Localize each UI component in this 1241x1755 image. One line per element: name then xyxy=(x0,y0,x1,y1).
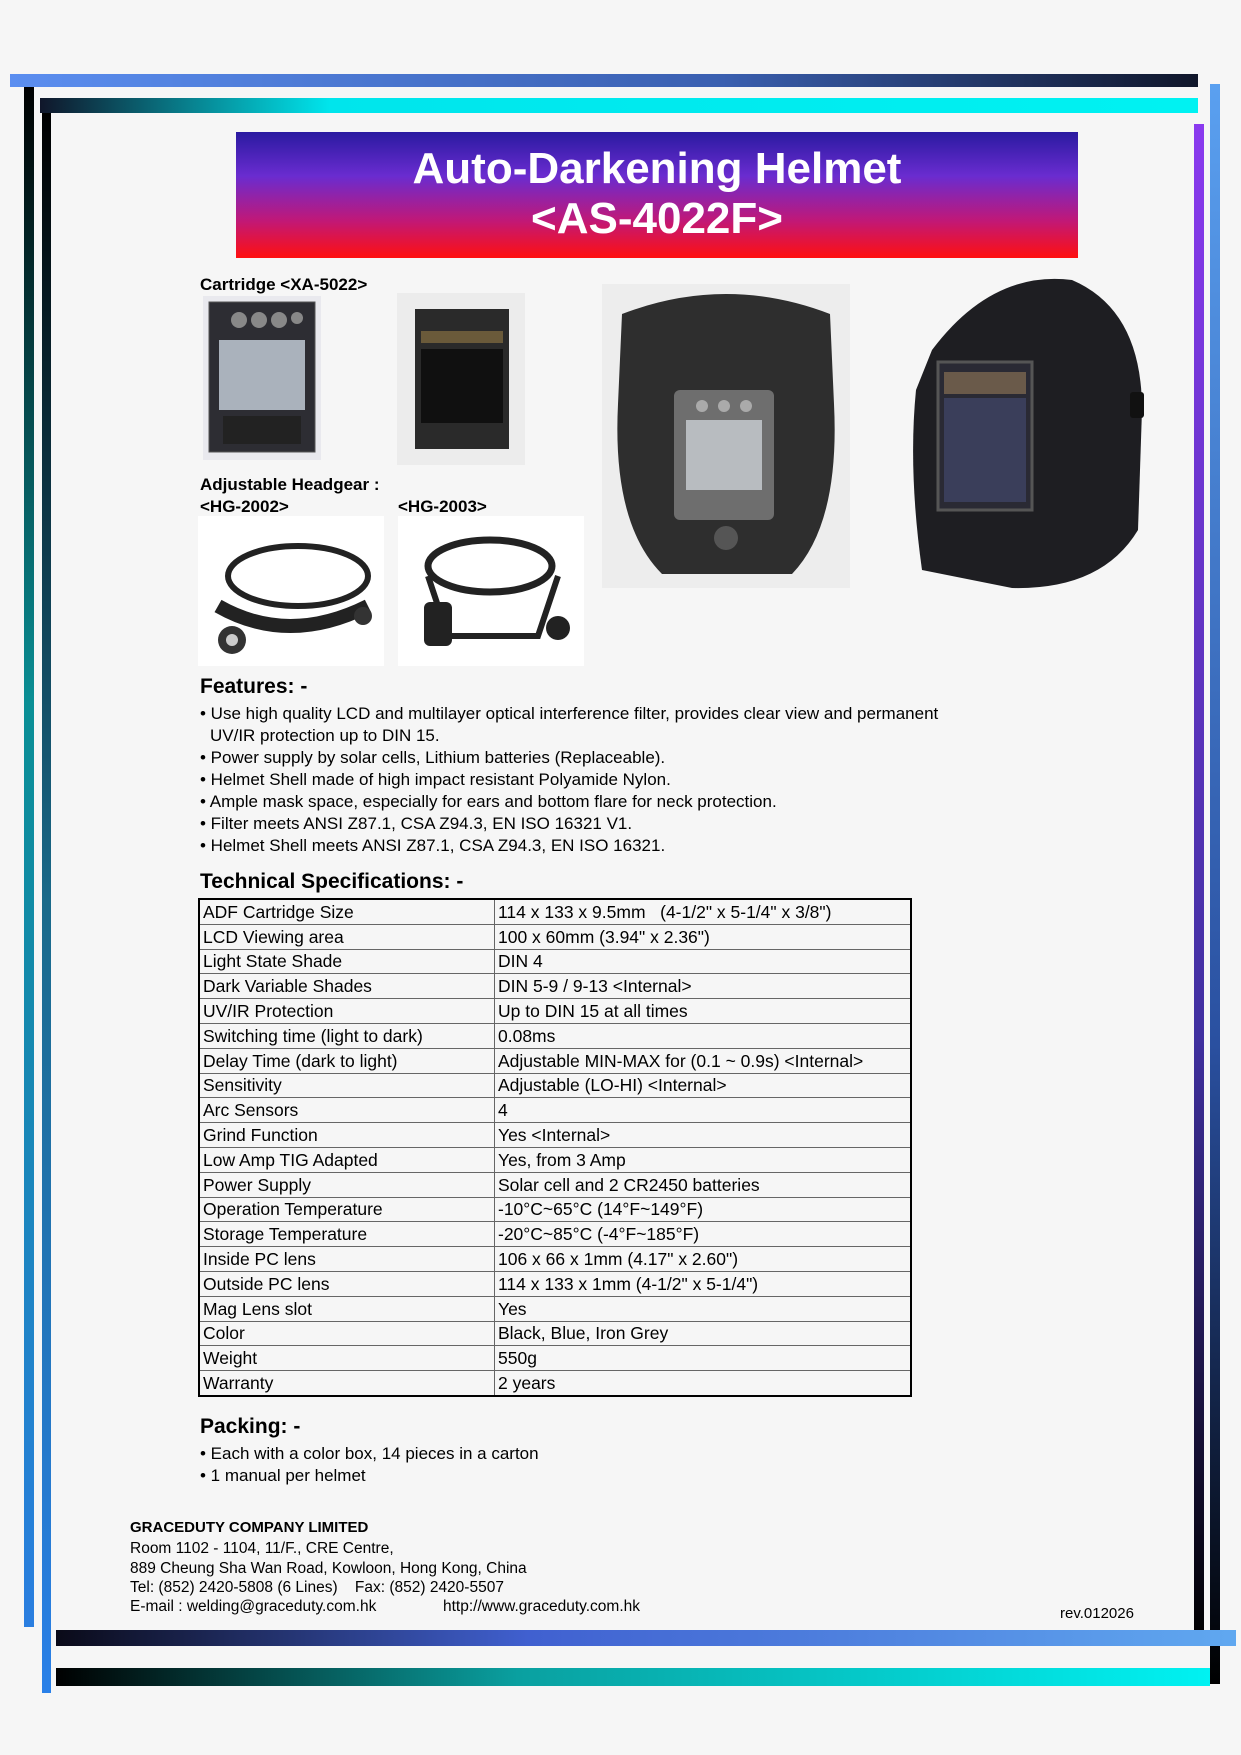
spec-value-cell: Yes <Internal> xyxy=(495,1123,912,1148)
company-website[interactable]: http://www.graceduty.com.hk xyxy=(443,1598,640,1615)
spec-row xyxy=(199,1098,911,1123)
cartridge-label: Cartridge <XA-5022> xyxy=(200,275,368,294)
features-heading: Features: - xyxy=(200,675,308,698)
spec-name-cell: UV/IR Protection xyxy=(199,999,495,1024)
spec-value-cell: -20°C~85°C (-4°F~185°F) xyxy=(495,1222,912,1247)
spec-name-cell: Storage Temperature xyxy=(199,1222,495,1247)
spec-row xyxy=(199,1123,911,1148)
company-address-1: Room 1102 - 1104, 11/F., CRE Centre, xyxy=(130,1540,394,1557)
frame-bar-left-2 xyxy=(42,113,51,1693)
spec-row xyxy=(199,1172,911,1197)
feature-item: • Filter meets ANSI Z87.1, CSA Z94.3, EN ISO 16321 V1. xyxy=(200,814,633,833)
feature-item: • Ample mask space, especially for ears and bottom flare for neck protection. xyxy=(200,792,777,811)
headgear-model-1: <HG-2002> xyxy=(200,497,289,516)
headgear-hg2002-image xyxy=(198,516,384,666)
spec-name-cell: Grind Function xyxy=(199,1123,495,1148)
spec-value-cell: Solar cell and 2 CR2450 batteries xyxy=(495,1172,912,1197)
company-email[interactable]: E-mail : welding@graceduty.com.hk xyxy=(130,1598,377,1615)
spec-row xyxy=(199,1222,911,1247)
spec-value-cell: DIN 5-9 / 9-13 <Internal> xyxy=(495,974,912,999)
cartridge-back-image xyxy=(397,293,525,465)
spec-row xyxy=(199,1048,911,1073)
feature-item: UV/IR protection up to DIN 15. xyxy=(210,726,440,745)
spec-value-cell: 2 years xyxy=(495,1371,912,1396)
cartridge-front-image xyxy=(203,296,321,460)
spec-row xyxy=(199,1073,911,1098)
spec-value-cell: 0.08ms xyxy=(495,1023,912,1048)
spec-name-cell: Switching time (light to dark) xyxy=(199,1023,495,1048)
spec-value-cell: Black, Blue, Iron Grey xyxy=(495,1321,912,1346)
headgear-label: Adjustable Headgear : xyxy=(200,475,380,494)
spec-row xyxy=(199,1197,911,1222)
feature-item: • Power supply by solar cells, Lithium batteries (Replaceable). xyxy=(200,748,666,767)
spec-row xyxy=(199,1346,911,1371)
spec-row xyxy=(199,924,911,949)
spec-row xyxy=(199,1023,911,1048)
spec-value-cell: 4 xyxy=(495,1098,912,1123)
helmet-back-image xyxy=(602,284,850,588)
packing-heading: Packing: - xyxy=(200,1415,301,1438)
features-list xyxy=(200,703,938,857)
spec-value-cell: 100 x 60mm (3.94" x 2.36") xyxy=(495,924,912,949)
spec-value-cell: -10°C~65°C (14°F~149°F) xyxy=(495,1197,912,1222)
title-line-1: Auto-Darkening Helmet xyxy=(412,144,902,193)
spec-name-cell: LCD Viewing area xyxy=(199,924,495,949)
spec-row xyxy=(199,1296,911,1321)
spec-name-cell: Arc Sensors xyxy=(199,1098,495,1123)
spec-name-cell: Power Supply xyxy=(199,1172,495,1197)
packing-item: • Each with a color box, 14 pieces in a carton xyxy=(200,1444,539,1463)
headgear-model-2: <HG-2003> xyxy=(398,497,487,516)
spec-row xyxy=(199,1271,911,1296)
frame-bar-left-1 xyxy=(24,87,34,1627)
frame-bar-bottom-2 xyxy=(56,1668,1210,1686)
frame-bar-right-1 xyxy=(1194,124,1204,1644)
spec-name-cell: Color xyxy=(199,1321,495,1346)
spec-row xyxy=(199,999,911,1024)
spec-value-cell: DIN 4 xyxy=(495,949,912,974)
spec-name-cell: Light State Shade xyxy=(199,949,495,974)
spec-value-cell: Yes, from 3 Amp xyxy=(495,1147,912,1172)
spec-name-cell: Mag Lens slot xyxy=(199,1296,495,1321)
feature-item: • Use high quality LCD and multilayer optical interference filter, provides clear view and permanent xyxy=(200,704,939,723)
spec-value-cell: 106 x 66 x 1mm (4.17" x 2.60") xyxy=(495,1247,912,1272)
frame-bar-bottom-1 xyxy=(56,1630,1236,1646)
spec-value-cell: Up to DIN 15 at all times xyxy=(495,999,912,1024)
frame-bar-right-2 xyxy=(1210,84,1220,1684)
spec-row xyxy=(199,899,911,924)
feature-item: • Helmet Shell made of high impact resistant Polyamide Nylon. xyxy=(200,770,671,789)
title-banner xyxy=(236,132,1078,258)
company-address-2: 889 Cheung Sha Wan Road, Kowloon, Hong Kong, China xyxy=(130,1560,527,1577)
spec-name-cell: Inside PC lens xyxy=(199,1247,495,1272)
spec-name-cell: Sensitivity xyxy=(199,1073,495,1098)
spec-value-cell: 114 x 133 x 9.5mm (4-1/2" x 5-1/4" x 3/8") xyxy=(495,899,912,924)
spec-value-cell: Yes xyxy=(495,1296,912,1321)
frame-bar-top-2 xyxy=(40,98,1198,113)
spec-name-cell: Weight xyxy=(199,1346,495,1371)
packing-list xyxy=(200,1443,539,1487)
spec-row xyxy=(199,949,911,974)
revision-label: rev.012026 xyxy=(1060,1605,1134,1622)
feature-item: • Helmet Shell meets ANSI Z87.1, CSA Z94.3, EN ISO 16321. xyxy=(200,836,666,855)
packing-item: • 1 manual per helmet xyxy=(200,1466,366,1485)
company-name: GRACEDUTY COMPANY LIMITED xyxy=(130,1519,369,1536)
spec-value-cell: Adjustable MIN-MAX for (0.1 ~ 0.9s) <Internal> xyxy=(495,1048,912,1073)
specs-table xyxy=(198,898,912,1397)
frame-bar-top-1 xyxy=(10,74,1198,87)
spec-name-cell: ADF Cartridge Size xyxy=(199,899,495,924)
company-phone-fax: Tel: (852) 2420-5808 (6 Lines) Fax: (852) 2420-5507 xyxy=(130,1579,504,1596)
spec-name-cell: Delay Time (dark to light) xyxy=(199,1048,495,1073)
spec-row xyxy=(199,974,911,999)
spec-row xyxy=(199,1321,911,1346)
spec-name-cell: Operation Temperature xyxy=(199,1197,495,1222)
spec-value-cell: Adjustable (LO-HI) <Internal> xyxy=(495,1073,912,1098)
spec-name-cell: Low Amp TIG Adapted xyxy=(199,1147,495,1172)
helmet-front-image xyxy=(902,270,1154,598)
spec-row xyxy=(199,1147,911,1172)
spec-name-cell: Outside PC lens xyxy=(199,1271,495,1296)
spec-row xyxy=(199,1247,911,1272)
specs-heading: Technical Specifications: - xyxy=(200,870,464,893)
spec-row xyxy=(199,1371,911,1396)
spec-value-cell: 550g xyxy=(495,1346,912,1371)
spec-name-cell: Warranty xyxy=(199,1371,495,1396)
title-line-2: <AS-4022F> xyxy=(531,194,783,243)
headgear-hg2003-image xyxy=(398,516,584,666)
spec-value-cell: 114 x 133 x 1mm (4-1/2" x 5-1/4") xyxy=(495,1271,912,1296)
spec-name-cell: Dark Variable Shades xyxy=(199,974,495,999)
